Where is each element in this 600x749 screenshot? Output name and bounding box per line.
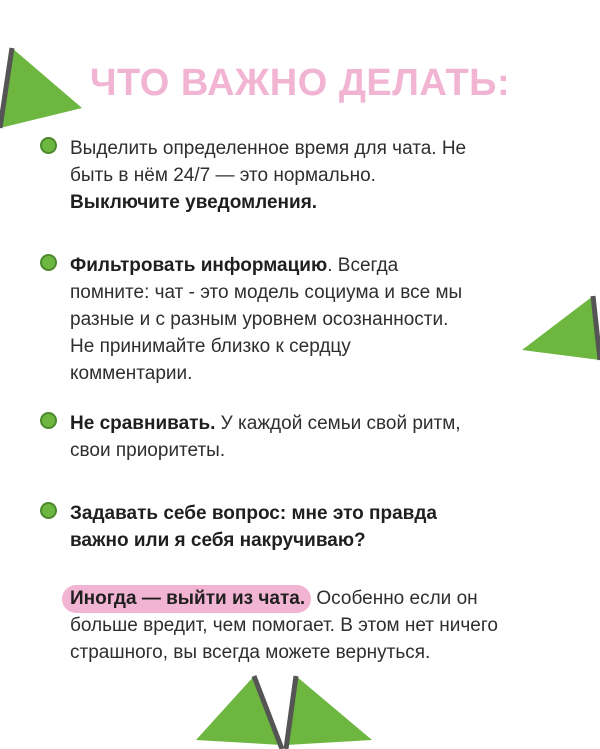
item-text: помните: чат - это модель социума и все мы bbox=[70, 282, 463, 303]
bullet-icon bbox=[40, 412, 57, 429]
item-bold-text: Выключите уведомления. bbox=[70, 192, 318, 213]
closing-text: страшного, вы всегда можете вернуться. bbox=[70, 642, 431, 663]
list-item bbox=[40, 252, 550, 387]
item-bold-text: Задавать себе вопрос: мне это правда bbox=[70, 503, 437, 524]
item-text: . Всегда bbox=[327, 255, 399, 276]
item-text: Не принимайте близко к сердцу bbox=[70, 336, 351, 357]
bottom-right-triangle bbox=[286, 676, 372, 749]
bullet-icon bbox=[40, 137, 57, 154]
highlighted-text: Иногда — выйти из чата. bbox=[62, 585, 311, 613]
list-item bbox=[40, 135, 550, 216]
bullet-icon bbox=[40, 502, 57, 519]
bullet-icon bbox=[40, 254, 57, 271]
item-bold-text: Фильтровать информацию bbox=[70, 255, 328, 276]
closing-paragraph bbox=[70, 585, 570, 666]
item-text: Выделить определенное время для чата. Не bbox=[70, 138, 467, 159]
item-text: У каждой семьи свой ритм, bbox=[215, 413, 461, 434]
item-bold-text: Не сравнивать. bbox=[70, 413, 216, 434]
page-title: ЧТО ВАЖНО ДЕЛАТЬ: bbox=[89, 62, 511, 104]
closing-text: Особенно если он bbox=[311, 588, 478, 609]
list-item bbox=[40, 500, 550, 554]
item-text: разные и с разным уровнем осознанности. bbox=[70, 309, 449, 330]
item-text: быть в нём 24/7 — это нормально. bbox=[70, 165, 376, 186]
item-bold-text: важно или я себя накручиваю? bbox=[70, 530, 366, 551]
item-text: свои приоритеты. bbox=[70, 440, 226, 461]
bottom-left-triangle bbox=[196, 676, 282, 749]
closing-text: больше вредит, чем помогает. В этом нет ничего bbox=[70, 615, 498, 636]
list-item bbox=[40, 410, 550, 464]
item-text: комментарии. bbox=[70, 363, 193, 384]
